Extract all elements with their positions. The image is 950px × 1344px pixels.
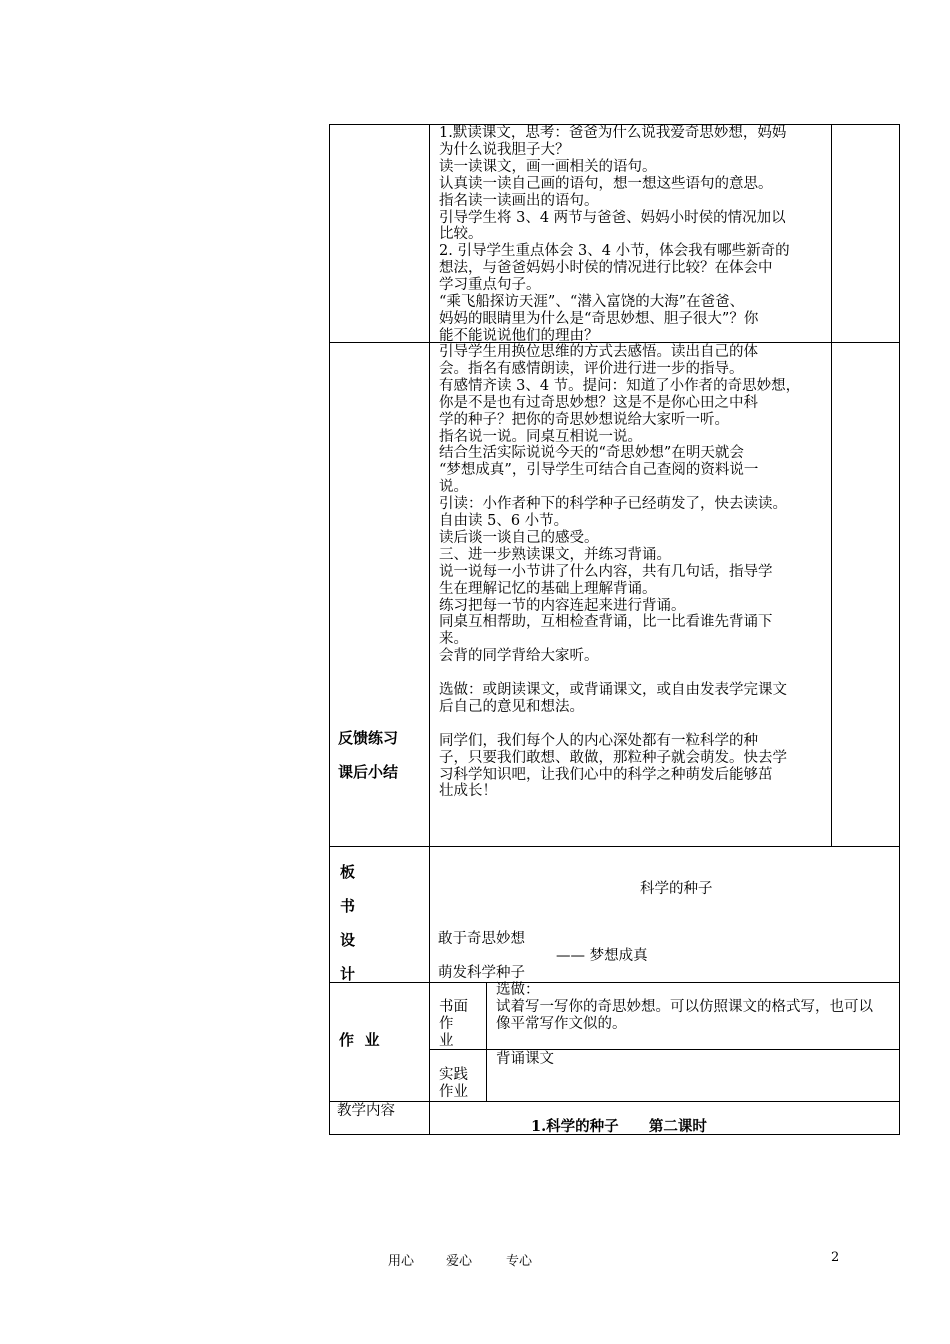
row-divider [429, 1049, 900, 1050]
board-label-char: 计 [340, 965, 356, 983]
table-right-border [899, 124, 900, 1135]
practice-homework-label: 实践 [439, 1067, 468, 1083]
text-line: 同桌互相帮助，互相检查背诵，比一比看谁先背诵下 [439, 614, 773, 631]
board-line-2: 萌发科学种子 [438, 965, 525, 981]
lesson-summary-label: 课后小结 [338, 763, 399, 781]
board-arrow-text: —— 梦想成真 [556, 948, 648, 964]
text-line: 子，只要我们敢想、敢做，那粒种子就会萌发。快去学 [439, 749, 787, 766]
text-line: 会。指名有感情朗读，评价进行进一步的指导。 [439, 360, 744, 377]
text-line: 读后谈一谈自己的感受。 [439, 529, 599, 546]
text-line: 后自己的意见和想法。 [439, 698, 584, 715]
text-line: 有感情齐读 3、4 节。提问：知道了小作者的奇思妙想， [439, 377, 801, 394]
board-label-char: 设 [340, 931, 356, 949]
text-line: “乘飞船探访天涯”、“潜入富饶的大海”在爸爸、 [439, 294, 745, 310]
text-line: 学习重点句子。 [439, 277, 541, 294]
row-divider [329, 846, 900, 847]
row-divider [329, 982, 900, 983]
board-title: 科学的种子 [640, 881, 713, 897]
written-homework-label: 业 [439, 1033, 454, 1049]
feedback-practice-label: 反馈练习 [338, 729, 399, 747]
text-line: 说。 [439, 479, 468, 496]
text-line: 为什么说我胆子大？ [439, 141, 570, 158]
lesson-title: 1.科学的种子 第二课时 [531, 1118, 707, 1135]
text-line: 比较。 [439, 226, 483, 243]
homework-label: 作 业 [339, 1031, 380, 1049]
page-number: 2 [831, 1250, 840, 1265]
text-line: 想法，与爸爸妈妈小时侯的情况进行比较？在体会中 [439, 260, 773, 277]
written-homework-line: 像平常写作文似的。 [496, 1016, 627, 1032]
written-homework-line: 试着写一写你的奇思妙想。可以仿照课文的格式写，也可以 [496, 999, 873, 1015]
written-homework-label: 作 [439, 1016, 454, 1032]
column-divider [486, 982, 487, 1102]
text-line: 自由读 5、6 小节。 [439, 513, 569, 529]
written-homework-line: 选做： [496, 982, 540, 998]
text-line: 会背的同学背给大家听。 [439, 648, 599, 665]
text-line: 练习把每一节的内容连起来进行背诵。 [439, 597, 686, 614]
column-divider [429, 124, 430, 1135]
text-line: “梦想成真”，引导学生可结合自己查阅的资料说一 [439, 462, 759, 479]
text-line: 妈妈的眼睛里为什么是“奇思妙想、胆子很大”？你 [439, 310, 759, 327]
footer-motto-1: 用心 [388, 1254, 415, 1269]
text-line: 引读：小作者种下的科学种子已经萌发了，快去读读。 [439, 496, 787, 513]
text-line: 指名读一读画出的语句。 [439, 192, 599, 209]
board-label-char: 板 [340, 863, 356, 881]
practice-homework-text: 背诵课文 [496, 1051, 554, 1067]
row-divider [329, 342, 900, 343]
text-line: 选做：或朗读课文，或背诵课文，或自由发表学完课文 [439, 682, 787, 698]
board-label-char: 书 [340, 897, 356, 915]
footer-motto-3: 专心 [506, 1254, 533, 1269]
text-line: 2. 引导学生重点体会 3、4 小节，体会我有哪些新奇的 [439, 243, 790, 260]
text-line: 壮成长！ [439, 783, 497, 800]
text-line: 指名说一说。同桌互相说一说。 [439, 428, 642, 445]
teaching-content-label: 教学内容 [337, 1103, 395, 1119]
table-left-border [329, 124, 330, 1135]
written-homework-label: 书面 [439, 999, 468, 1015]
text-line: 你是不是也有过奇思妙想？这是不是你心田之中科 [439, 394, 758, 411]
text-line: 习科学知识吧，让我们心中的科学之种萌发后能够茁 [439, 766, 773, 783]
text-line: 1.默读课文，思考：爸爸为什么说我爱奇思妙想，妈妈 [439, 125, 787, 141]
text-line: 三、进一步熟读课文，并练习背诵。 [439, 546, 671, 563]
text-line: 引导学生用换位思维的方式去感悟。读出自己的体 [439, 344, 758, 360]
text-line: 学的种子？把你的奇思妙想说给大家听一听。 [439, 411, 729, 428]
text-line: 读一读课文，画一画相关的语句。 [439, 158, 657, 175]
board-line-1: 敢于奇思妙想 [438, 931, 525, 947]
text-line: 能不能说说他们的理由？ [439, 327, 599, 344]
row-divider [329, 1101, 900, 1102]
practice-homework-label: 作业 [439, 1084, 468, 1100]
text-line: 生在理解记忆的基础上理解背诵。 [439, 580, 657, 597]
text-line: 同学们，我们每个人的内心深处都有一粒科学的种 [439, 732, 758, 749]
text-line: 结合生活实际说说今天的“奇思妙想”在明天就会 [439, 445, 744, 462]
text-line: 说一说每一小节讲了什么内容，共有几句话，指导学 [439, 563, 773, 580]
footer-motto-2: 爱心 [446, 1254, 473, 1269]
text-line: 引导学生将 3、4 两节与爸爸、妈妈小时侯的情况加以 [439, 209, 786, 226]
column-divider [831, 124, 832, 847]
text-line: 来。 [439, 631, 468, 648]
text-line: 认真读一读自己画的语句，想一想这些语句的意思。 [439, 175, 773, 192]
